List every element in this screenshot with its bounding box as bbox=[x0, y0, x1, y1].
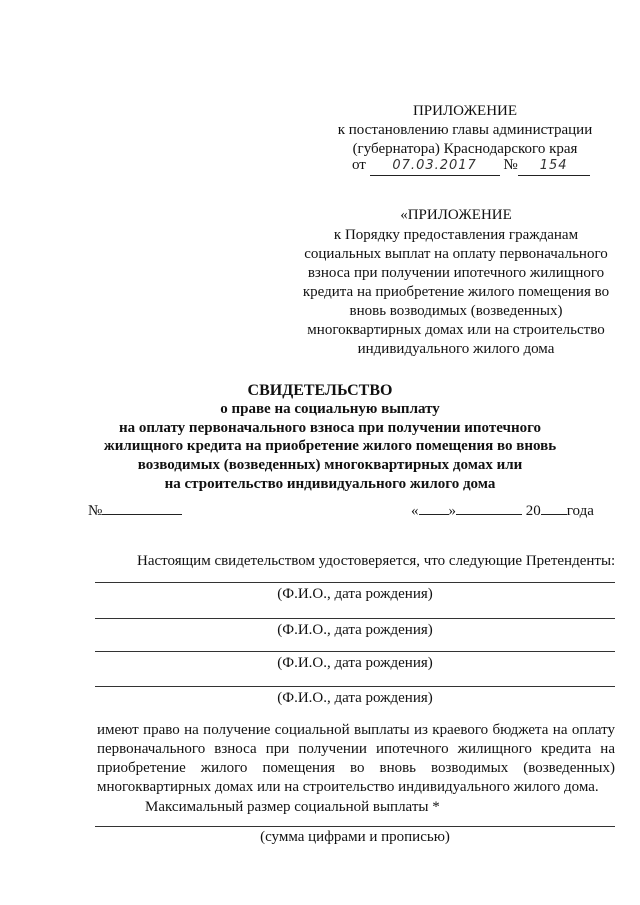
applicant-line-2 bbox=[95, 618, 615, 619]
appendix-line-1: к Порядку предоставления гражданам bbox=[333, 227, 579, 243]
applicant-line-4 bbox=[95, 686, 615, 687]
appendix-title: «ПРИЛОЖЕНИЕ bbox=[400, 207, 512, 223]
paragraph-line-3: приобретение жилого помещения во вновь возводимых (возведенных) bbox=[97, 760, 615, 776]
header-ot-label: от bbox=[352, 157, 366, 173]
certificate-date-row bbox=[411, 499, 594, 521]
appendix-line-4: кредита на приобретение жилого помещения во bbox=[302, 284, 610, 300]
handwritten-date: 07.03.2017 bbox=[392, 158, 477, 173]
paragraph-line-4: многоквартирных домах или на строительство индивидуального жилого дома. bbox=[97, 779, 599, 795]
certificate-number-field bbox=[102, 499, 182, 515]
header-title: ПРИЛОЖЕНИЕ bbox=[412, 103, 518, 119]
date-year-field bbox=[541, 499, 567, 515]
header-line-1: к постановлению главы администрации bbox=[337, 122, 593, 138]
date-close-quote: » bbox=[448, 503, 456, 519]
date-year-suffix: года bbox=[566, 503, 594, 519]
date-day-field bbox=[419, 499, 449, 515]
max-amount-label: Максимальный размер социальной выплаты * bbox=[145, 799, 440, 815]
certificate-subtitle-4: возводимых (возведенных) многоквартирных домах или bbox=[137, 457, 523, 473]
header-line-2: (губернатора) Краснодарского края bbox=[352, 141, 578, 157]
amount-caption: (сумма цифрами и прописью) bbox=[260, 829, 450, 845]
certificate-subtitle-5: на строительство индивидуального жилого дома bbox=[164, 476, 496, 492]
header-date-row bbox=[352, 156, 602, 176]
certificate-subtitle-2: на оплату первоначального взноса при получении ипотечного bbox=[118, 420, 542, 436]
applicant-line-1 bbox=[95, 582, 615, 583]
applicant-caption-1: (Ф.И.О., дата рождения) bbox=[277, 586, 433, 602]
paragraph-line-1: имеют право на получение социальной выплаты из краевого бюджета на оплату bbox=[97, 722, 615, 738]
paragraph-line-2: первоначального взноса при получении ипотечного жилищного кредита на bbox=[97, 741, 615, 757]
body-intro: Настоящим свидетельством удостоверяется, что следующие Претенденты: bbox=[137, 553, 616, 569]
number-label: № bbox=[88, 503, 103, 519]
appendix-line-7: индивидуального жилого дома bbox=[357, 341, 555, 357]
certificate-subtitle-1: о праве на социальную выплату bbox=[220, 401, 440, 417]
date-year-prefix: 20 bbox=[525, 503, 541, 519]
handwritten-number: 154 bbox=[539, 158, 568, 173]
applicant-caption-4: (Ф.И.О., дата рождения) bbox=[277, 690, 433, 706]
date-month-field bbox=[456, 499, 522, 515]
applicant-caption-2: (Ф.И.О., дата рождения) bbox=[277, 622, 433, 638]
applicant-caption-3: (Ф.И.О., дата рождения) bbox=[277, 655, 433, 671]
date-open-quote: « bbox=[411, 503, 419, 519]
certificate-number-row bbox=[88, 499, 182, 521]
header-num-label: № bbox=[503, 157, 518, 173]
certificate-subtitle-3: жилищного кредита на приобретение жилого помещения во вновь bbox=[103, 438, 557, 454]
certificate-title: СВИДЕТЕЛЬСТВО bbox=[247, 382, 393, 399]
appendix-line-2: социальных выплат на оплату первоначального bbox=[304, 246, 608, 262]
applicant-line-3 bbox=[95, 651, 615, 652]
appendix-line-6: многоквартирных домах или на строительство bbox=[307, 322, 605, 338]
amount-line bbox=[95, 826, 615, 827]
appendix-line-5: вновь возводимых (возведенных) bbox=[349, 303, 563, 319]
appendix-line-3: взноса при получении ипотечного жилищного bbox=[307, 265, 605, 281]
header-number-field bbox=[518, 156, 590, 176]
header-date-field bbox=[370, 156, 500, 176]
